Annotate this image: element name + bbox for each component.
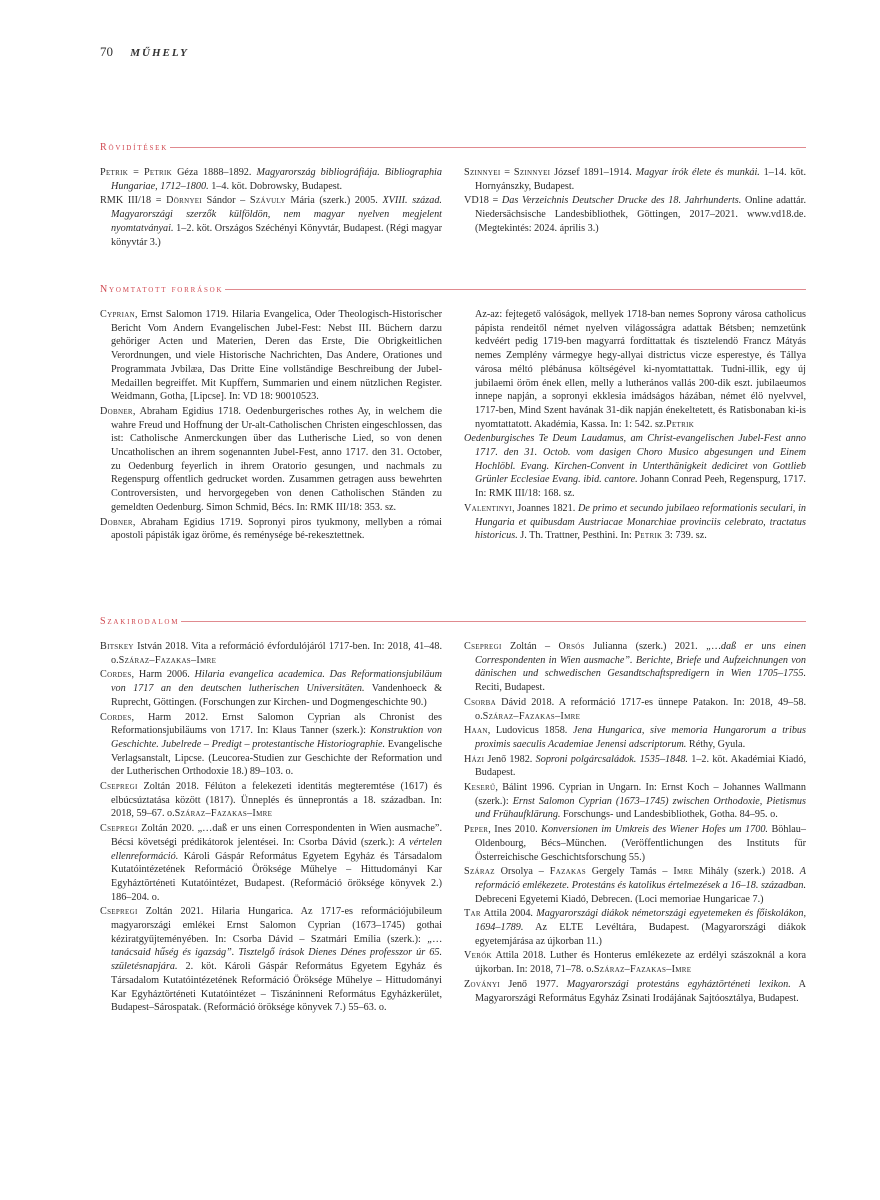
bibliography-entry: [100, 711, 442, 780]
section-abbreviations: [100, 140, 806, 250]
author-name: Tar: [464, 908, 481, 920]
author-name: Orsós: [558, 641, 585, 652]
title-italic: Oedenburgisches Te Deum Laudamus, am Christ-evangelischen Jubel-Fest anno 1717. den 31. Octob. vom dasigen Choro Musico abgesungen und Einem Hochlöbl. Evang. Kirchen-Convent in Unterthänigkeit dediciret von Gottlieb Grünler Ecclesiae Evang. ibid. cantore.: [464, 433, 806, 486]
bibliography-entry: [464, 502, 806, 543]
bibliography-entry: [464, 865, 806, 906]
bibliography-entry: [464, 949, 806, 976]
author-name: Dobner: [100, 516, 133, 528]
entry-text: Réthy, Gyula.: [686, 738, 746, 750]
entry-text: Jenő 1977.: [499, 978, 567, 990]
right-column: [464, 640, 806, 1016]
author-name: Cordes: [100, 711, 132, 723]
section-rule: [170, 147, 806, 148]
title-italic: De primo et secundo jubilaeo reformationis seculari, in Hungaria et quibusdam Austriacae Monarchiae provinciis celebrato, tractatus historicus.: [475, 502, 806, 542]
section-title: Nyomtatott források: [100, 283, 224, 295]
entry-text: , Harm 2006.: [131, 669, 195, 681]
author-name: Dobner: [100, 405, 133, 417]
author-name: Száraz–Fazakas–Imre: [118, 654, 217, 666]
section-rule: [225, 289, 806, 290]
entry-text: VD18 =: [464, 195, 502, 207]
right-column: [464, 308, 806, 544]
entry-text: Vandenhoeck & Ruprecht, Göttingen. (Forschungen zur Kirchen- und Dogmengeschichte 90.): [111, 683, 443, 708]
title-italic: Ernst Salomon Cyprian (1673–1745) zwischen Orthodoxie, Pietismus und Frühaufklärung.: [475, 795, 806, 821]
title-italic: Jena Hungarica, sive memoria Hungarorum a tribus proximis saeculis Academiae Jenensi adscriptorum.: [475, 725, 806, 750]
title-italic: „…tanácsaid hűség és igazság”. Tisztelgő írások Dienes Dénes professzor úr 65. születésnapjára.: [111, 933, 442, 973]
left-column: [100, 308, 442, 544]
author-name: Verók: [464, 950, 492, 962]
entry-text: =: [500, 167, 514, 178]
title-italic: A reformáció emlékezete. Protestáns és katolikus értelmezések a 16–18. században.: [475, 866, 806, 891]
title-italic: Magyarországi protestáns egyháztörténeti lexikon.: [566, 978, 791, 990]
bibliography-entry: [100, 166, 442, 193]
entry-text: 1–2. köt. Akadémiai Kiadó, Budapest.: [475, 753, 807, 779]
entry-text: Johann Conrad Peeh, Regenspurg, 1717. In: RMK III/18: 168. sz.: [475, 474, 806, 500]
page-number: 70: [100, 44, 113, 59]
author-name: Petrik: [666, 418, 695, 430]
bibliography-entry: [464, 194, 806, 235]
author-name: Csorba: [464, 696, 496, 708]
author-name: Keserű: [464, 782, 496, 794]
entry-text: , Bálint 1996. Cyprian in Ungarn. In: Ernst Koch – Johannes Wallmann (szerk.):: [475, 782, 806, 807]
entry-text: RMK III/18 =: [100, 195, 167, 207]
entry-text: Zoltán –: [501, 641, 559, 652]
left-column: [100, 166, 442, 250]
entry-text: Julianna (szerk.) 2021.: [584, 641, 707, 652]
author-name: Száraz–Fazakas–Imre: [174, 808, 273, 820]
section-title: Rövidítések: [100, 141, 169, 153]
title-italic: Konstruktion von Geschichte. Jubelrede – Predigt – protestantische Historiographie.: [111, 725, 442, 750]
title-italic: Magyarországi diákok németországi egyetemeken és főiskolákon, 1694–1789.: [475, 908, 806, 934]
title-italic: XVIII. század. Magyarországi szerzők külföldön, nem magyar nyelven megjelent nyomtatványai.: [111, 195, 442, 234]
bibliography-entry: [100, 640, 442, 667]
right-column: [464, 166, 806, 250]
title-italic: Konversionen im Umkreis des Wiener Hofes um 1700.: [541, 824, 768, 836]
entry-text: Zoltán 2020. „…daß er uns einen Correspondenten in Wien ausmache”. Bécsi követségi prédikátorok jelentései. In: Csorba Dávid (szerk.):: [111, 823, 442, 848]
entry-text: 2018, 41–48. o.: [111, 641, 442, 666]
entry-text: 2018, 49–58. o.: [475, 696, 806, 722]
bibliography-entry: [100, 780, 442, 821]
author-name: Szinnyei: [464, 167, 501, 178]
entry-text: Gergely Tamás –: [585, 866, 674, 878]
entry-text: Evangelische Verlagsanstalt, Lipcse. (Leucorea-Studien zur Geschichte der Reformation und der Lutherischen Orthodoxie 18.) 89–103. o.: [111, 738, 443, 778]
author-name: Imre: [673, 866, 694, 878]
journal-title: MŰHELY: [130, 47, 189, 59]
author-name: Petrik: [634, 530, 663, 542]
entry-text: Debreceni Egyetemi Kiadó, Debrecen. (Loci memoriae Hungaricae 7.): [475, 893, 764, 905]
entry-text: , Abraham Egidius 1718. Oedenburgerisches rothes Ay, in welchem die wahre Freud und Hoffnung der Ur-alt-Catholischen Christen eingeschlossen, das ist: Catholische Anmerckungen über das Lutherische Lied, so von denen Uncatholischen an ihrem sogenannten Jubel-Fest, anno 1717. den 31. October, zu Oedenburg feyerlich in ihrem Oratorio gesungen, und nachmals zu Regenspurg offentlich gedrucket worden. Zusammen getragen auss bewehrten Controversisten, und hervorgegeben von denen Catholischen Ständen zu gemeldten Oedenburg. Simon Schmid, Bécs. In: RMK III/18: 353. sz.: [111, 405, 442, 513]
entry-text: Dávid 2018. A reformáció 1717-es ünnepe Patakon. In:: [495, 696, 750, 708]
author-name: Házi: [464, 753, 485, 765]
author-name: Csepregi: [100, 906, 138, 918]
bibliography-entry: [100, 822, 442, 904]
entry-text: Reciti, Budapest.: [475, 682, 545, 694]
entry-text: , Ludovicus 1858.: [487, 725, 573, 737]
author-name: Száraz–Fazakas–Imre: [593, 964, 692, 976]
running-head: [100, 44, 189, 60]
author-name: Száraz–Fazakas–Imre: [482, 710, 581, 722]
entry-text: 1–4. köt. Dobrowsky, Budapest.: [208, 180, 343, 192]
author-name: Bitskey: [100, 641, 134, 652]
section-heading: [100, 614, 806, 628]
entry-text: Géza 1888–1892.: [172, 167, 257, 178]
author-name: Petrik: [100, 167, 129, 178]
entry-text: Az ELTE Levéltára, Budapest. (Magyarországi diákok egyetemjárása az újkorban 11.): [475, 922, 806, 947]
author-name: Csepregi: [100, 823, 138, 835]
title-italic: Magyarország bibliográfiája. Bibliographia Hungariae, 1712–1800.: [111, 167, 442, 192]
author-name: Cyprian: [100, 309, 135, 320]
title-italic: Das Verzeichnis Deutscher Drucke des 18. Jahrhunderts.: [501, 195, 742, 207]
entry-text: Attila 2004.: [480, 908, 537, 920]
entry-text: Zoltán 2018. Félúton a felekezeti identitás megteremtése (1617) és elbúcsúztatása között (1817). Ünneplés és ünneprontás a 18. században. In:: [111, 781, 442, 806]
entry-text: , Harm 2012. Ernst Salomon Cyprian als Chronist des Reformationsjubiläums von 1717. In: Klaus Tanner (szerk.):: [111, 711, 442, 737]
bibliography-entry: [100, 516, 442, 543]
bibliography-entry: [100, 405, 442, 515]
entry-text: , Abraham Egidius 1719. Sopronyi piros tyukmony, mellyben a római apostoli pápisták igaz öröme, és reménysége bé-rekesztettnek.: [111, 516, 442, 542]
entry-text: Mihály (szerk.) 2018.: [693, 866, 800, 878]
title-italic: Soproni polgárcsaládok. 1535–1848.: [535, 753, 688, 765]
section-heading: [100, 282, 806, 296]
entry-text: Károli Gáspár Református Egyetem Egyház és Társadalom Kutatóintézetének Reformáció Öröksége Műhelye – Hittudományi Kar Egyháztörténeti Kutatóintézet, Budapest. (Reformáció öröksége könyvek 2.) 186–204. o.: [111, 850, 442, 903]
entry-text: Böhlau–Oldenbourg, Bécs–München. (Veröffentlichungen des Instituts für Österreichische Geschichtsforschung 55.): [475, 824, 806, 863]
entry-text: József 1891–1914.: [550, 167, 636, 178]
bibliography-entry: [464, 724, 806, 751]
author-name: Peper: [464, 824, 489, 836]
bibliography-entry: [464, 781, 806, 822]
bibliography-entry: [464, 432, 806, 501]
entry-text: 3: 739. sz.: [662, 530, 707, 542]
entry-text: J. Th. Trattner, Pesthini. In:: [517, 530, 635, 542]
entry-text: 1–2. köt. Országos Széchényi Könyvtár, Budapest. (Régi magyar könyvtár 3.): [111, 222, 442, 248]
author-name: Száraz: [464, 866, 495, 878]
author-name: Dörnyei: [166, 195, 203, 207]
entry-text: Sándor –: [202, 195, 250, 207]
bibliography-entry: [100, 308, 442, 404]
entry-text: Online adattár. Niedersächsische Landesbibliothek, Göttingen, 2017–2021. www.vd18.de. (Megtekintés: 2024. április 3.): [475, 195, 806, 234]
entry-text: =: [128, 167, 144, 178]
section-rule: [181, 621, 806, 622]
entry-text: Orsolya –: [494, 866, 550, 878]
entry-text: Jenő 1982.: [484, 753, 536, 765]
entry-text: 1: 542. sz.: [624, 418, 666, 430]
bibliography-entry: [100, 905, 442, 1015]
section-literature: [100, 614, 806, 1016]
entry-text: Forschungs- und Landesbibliothek, Gotha. 84–95. o.: [560, 809, 778, 821]
author-name: Zoványi: [464, 978, 500, 990]
section-printed-sources: [100, 282, 806, 544]
section-title: Szakirodalom: [100, 615, 180, 627]
bibliography-entry: [464, 907, 806, 948]
bibliography-entry: [464, 166, 806, 193]
author-name: Csepregi: [464, 641, 502, 652]
entry-text: A Magyarországi Református Egyház Zsinati Irodájának Sajtóosztálya, Budapest.: [475, 978, 806, 1004]
title-italic: A vértelen ellenreformáció.: [111, 836, 442, 862]
entry-text: , Ernst Salomon 1719. Hilaria Evangelica, Oder Theologisch-Historischer Bericht Vom Andern Evangelischen Jubel-Fest: Nebst III. Büchern darzu gehöriger Acten und Materien, Deren das Erste, Die Obrigkeitlichen Verordnungen, und viele Historische Nachrichten, Das Andere, Orationes und Programmata Jvbilæa, Das Dritte Eine vollständige Beschreibung der Jubel-Medaillen begreiffet. Mit Kupffern, Summarien und einem nützlichen Register. Weidmann, Gotha, [Lipcse]. In: VD 18: 90010523.: [111, 309, 442, 403]
bibliography-entry: [100, 668, 442, 709]
title-italic: Hilaria evangelica academica. Das Reformationsjubiläum von 1717 an den deutschen lutherischen Universitäten.: [111, 669, 442, 695]
entry-text: Az-az: fejtegető valóságok, mellyek 1718-ban nemes Soprony városa catholicus pápista rendeitől német nyelven világosságra adattak Bétsben; nemzetünk kedvéért pedig 1719-ben magyarrá fordíttattak és tisztelendö Francz Mátyás nemes Zemplény vármegye hegy-allyai districtus vicze esperestye, és Tállya városa méltó plébánusa költségével ki-nyomtattattak. Tudni-illik, egy új jubilaemi öröm ének ellen, melly a lutherános vallás 200-dik eszt. jubilaeumos innepe napján, a sopronyi ekklesia imádságos házában, német élö nyelvvel, 1717-ben, Mind Szent havának 31-dik napján énekeltetett, és Ratisbonaban ki-is nyomtattatott. Akadémia, Kassa. In:: [475, 309, 806, 430]
entry-text: 2. köt. Károli Gáspár Református Egyetem Egyház és Társadalom Kutatóintézetének Reformáció Öröksége Műhelye – Hittudományi Kar Egyháztörténeti Kutatóintézet – Tiszáninneni Református Egyházkerület, Budapest–Sárospatak. (Reformáció öröksége könyvek 7.) 55–63. o.: [111, 961, 442, 1014]
author-name: Szinnyei: [513, 167, 551, 178]
author-name: Haan: [464, 725, 488, 737]
section-heading: [100, 140, 806, 154]
entry-text: 1–14. köt. Hornyánszky, Budapest.: [475, 167, 806, 192]
bibliography-entry: [464, 308, 806, 431]
author-name: Fazakas: [549, 866, 586, 878]
entry-text: , Ines 2010.: [488, 824, 542, 836]
bibliography-entry: [464, 753, 806, 780]
author-name: Cordes: [100, 669, 132, 681]
entry-text: Mária (szerk.) 2005.: [285, 195, 383, 207]
bibliography-entry: [464, 696, 806, 723]
entry-text: István 2018. Vita a reformáció évfordulójáról 1717-ben. In:: [133, 641, 388, 652]
entry-text: Attila 2018. Luther és Honterus emlékezete az erdélyi szászoknál a kora újkorban. In:: [475, 950, 806, 976]
entry-text: 2018, 59–67. o.: [111, 808, 175, 820]
left-column: [100, 640, 442, 1016]
entry-text: 2018, 71–78. o.: [530, 964, 594, 976]
author-name: Szávuly: [249, 195, 286, 207]
bibliography-entry: [464, 823, 806, 864]
title-italic: Magyar írók élete és munkái.: [635, 167, 760, 178]
title-italic: „…daß er uns einen Correspondenten in Wien ausmache”. Berichte, Briefe und Aufzeichnungen von dänischen und schwedischen Gesandtschaftspredigern in Wien 1705–1755.: [475, 641, 807, 680]
entry-text: Zoltán 2021. Hilaria Hungarica. Az 1717-es reformációjubileum magyarországi emlékei Ernst Salomon Cyprian (1673–1745) gothai kéziratgyűjteményében. In: Csorba Dávid – Szatmári Emília (szerk.):: [111, 906, 442, 945]
bibliography-entry: [464, 640, 806, 695]
entry-text: , Joannes 1821.: [512, 502, 579, 514]
author-name: Csepregi: [100, 781, 138, 793]
bibliography-entry: [100, 194, 442, 249]
bibliography-entry: [464, 978, 806, 1005]
author-name: Valentinyi: [464, 502, 513, 514]
author-name: Petrik: [143, 167, 173, 178]
